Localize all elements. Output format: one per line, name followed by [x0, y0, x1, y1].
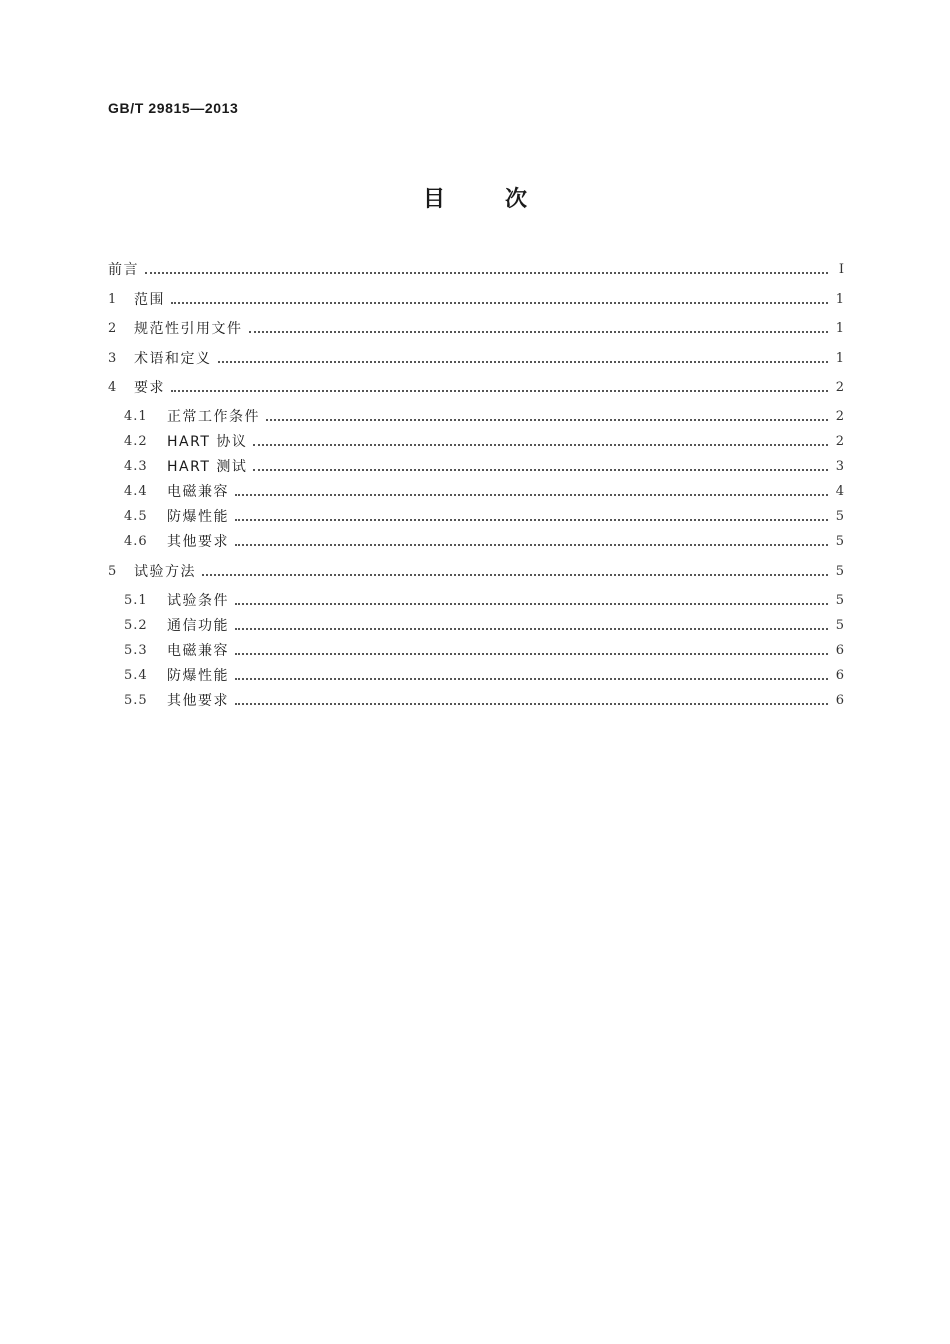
dot-leader	[218, 360, 828, 363]
dot-leader	[235, 518, 828, 521]
dot-leader	[253, 443, 827, 446]
dot-leader	[235, 543, 828, 546]
toc-entry-3[interactable]	[108, 349, 844, 369]
dot-leader	[235, 702, 828, 705]
toc-entry-page: 6	[835, 693, 844, 708]
dot-leader	[235, 677, 828, 680]
dot-leader	[266, 418, 828, 421]
dot-leader	[249, 330, 828, 333]
toc-entry-number: 5.4	[124, 668, 148, 683]
toc-entry-number: 4.6	[124, 534, 148, 549]
dot-leader	[202, 573, 828, 576]
toc-entry-number: 4.4	[124, 484, 148, 499]
toc-entry-page: 6	[835, 668, 844, 683]
dot-leader	[235, 493, 828, 496]
toc-entry-4-1[interactable]	[124, 407, 844, 427]
toc-entry-number: 5.1	[124, 593, 148, 608]
toc-entry-2[interactable]	[108, 319, 844, 339]
toc-entry-4[interactable]	[108, 378, 844, 398]
toc-entry-page: 5	[835, 618, 844, 633]
toc-entry-number: 4.1	[124, 409, 148, 424]
toc-entry-title: 其他要求	[167, 534, 229, 550]
toc-entry-title: 电磁兼容	[167, 484, 229, 500]
toc-entry-page: 5	[835, 534, 844, 549]
toc-title	[0, 182, 950, 213]
dot-leader	[171, 389, 828, 392]
toc-entry-title: 防爆性能	[167, 509, 229, 525]
toc-entry-page: 1	[835, 292, 844, 307]
toc-entry-4-5[interactable]	[124, 507, 844, 527]
toc-entry-5-1[interactable]	[124, 591, 844, 611]
toc-entry-title: 规范性引用文件	[134, 321, 243, 337]
toc-entry-title: HART 测试	[167, 459, 248, 475]
toc-entry-number: 3	[108, 351, 118, 366]
toc-entry-number: 5.5	[124, 693, 148, 708]
toc-entry-title: HART 协议	[167, 434, 248, 450]
toc-entry-title: 范围	[134, 292, 165, 308]
toc-entry-foreword[interactable]	[108, 260, 844, 280]
toc-entry-4-6[interactable]	[124, 532, 844, 552]
toc-entry-title: 试验条件	[167, 593, 229, 609]
dot-leader	[253, 468, 827, 471]
toc-entry-title: 前言	[108, 262, 139, 278]
toc-entry-title: 试验方法	[134, 564, 196, 580]
dot-leader	[235, 627, 828, 630]
toc-entry-page: 2	[835, 409, 844, 424]
toc-entry-page: 2	[835, 380, 844, 395]
toc-entry-number: 1	[108, 292, 118, 307]
toc-entry-4-3[interactable]	[124, 457, 844, 477]
toc-entry-page: 5	[835, 593, 844, 608]
toc-entry-number: 5	[108, 564, 118, 579]
toc-entry-1[interactable]	[108, 290, 844, 310]
toc-entry-number: 4.5	[124, 509, 148, 524]
toc-entry-title: 正常工作条件	[167, 409, 260, 425]
toc-entry-page: 1	[835, 321, 844, 336]
toc-entry-title: 电磁兼容	[167, 643, 229, 659]
toc-entry-number: 4.2	[124, 434, 148, 449]
toc-entry-number: 4	[108, 380, 118, 395]
toc-title-char: 次	[505, 187, 528, 212]
toc-entry-5-4[interactable]	[124, 666, 844, 686]
toc-entry-4-2[interactable]	[124, 432, 844, 452]
dot-leader	[235, 602, 828, 605]
toc-entry-page: Ⅰ	[838, 262, 844, 277]
toc-entry-page: 5	[835, 564, 844, 579]
standard-code: GB/T 29815—2013	[108, 100, 239, 116]
dot-leader	[235, 652, 828, 655]
toc-entry-number: 5.3	[124, 643, 148, 658]
toc-title-char: 目	[422, 187, 445, 212]
toc-entry-page: 3	[835, 459, 844, 474]
toc-entry-page: 2	[835, 434, 844, 449]
toc-entry-title: 术语和定义	[134, 351, 212, 367]
toc-entry-title: 其他要求	[167, 693, 229, 709]
toc-entry-4-4[interactable]	[124, 482, 844, 502]
toc-entry-page: 6	[835, 643, 844, 658]
toc-entry-number: 2	[108, 321, 118, 336]
dot-leader	[171, 301, 828, 304]
toc-entry-page: 4	[835, 484, 844, 499]
toc-entry-page: 5	[835, 509, 844, 524]
toc-entry-number: 5.2	[124, 618, 148, 633]
toc-entry-5[interactable]	[108, 562, 844, 582]
toc-entry-5-2[interactable]	[124, 616, 844, 636]
toc-entry-title: 要求	[134, 380, 165, 396]
toc-entry-number: 4.3	[124, 459, 148, 474]
toc-entry-page: 1	[835, 351, 844, 366]
toc-entry-title: 通信功能	[167, 618, 229, 634]
toc-entry-5-3[interactable]	[124, 641, 844, 661]
dot-leader	[145, 271, 828, 274]
toc-entry-5-5[interactable]	[124, 691, 844, 711]
toc-entry-title: 防爆性能	[167, 668, 229, 684]
